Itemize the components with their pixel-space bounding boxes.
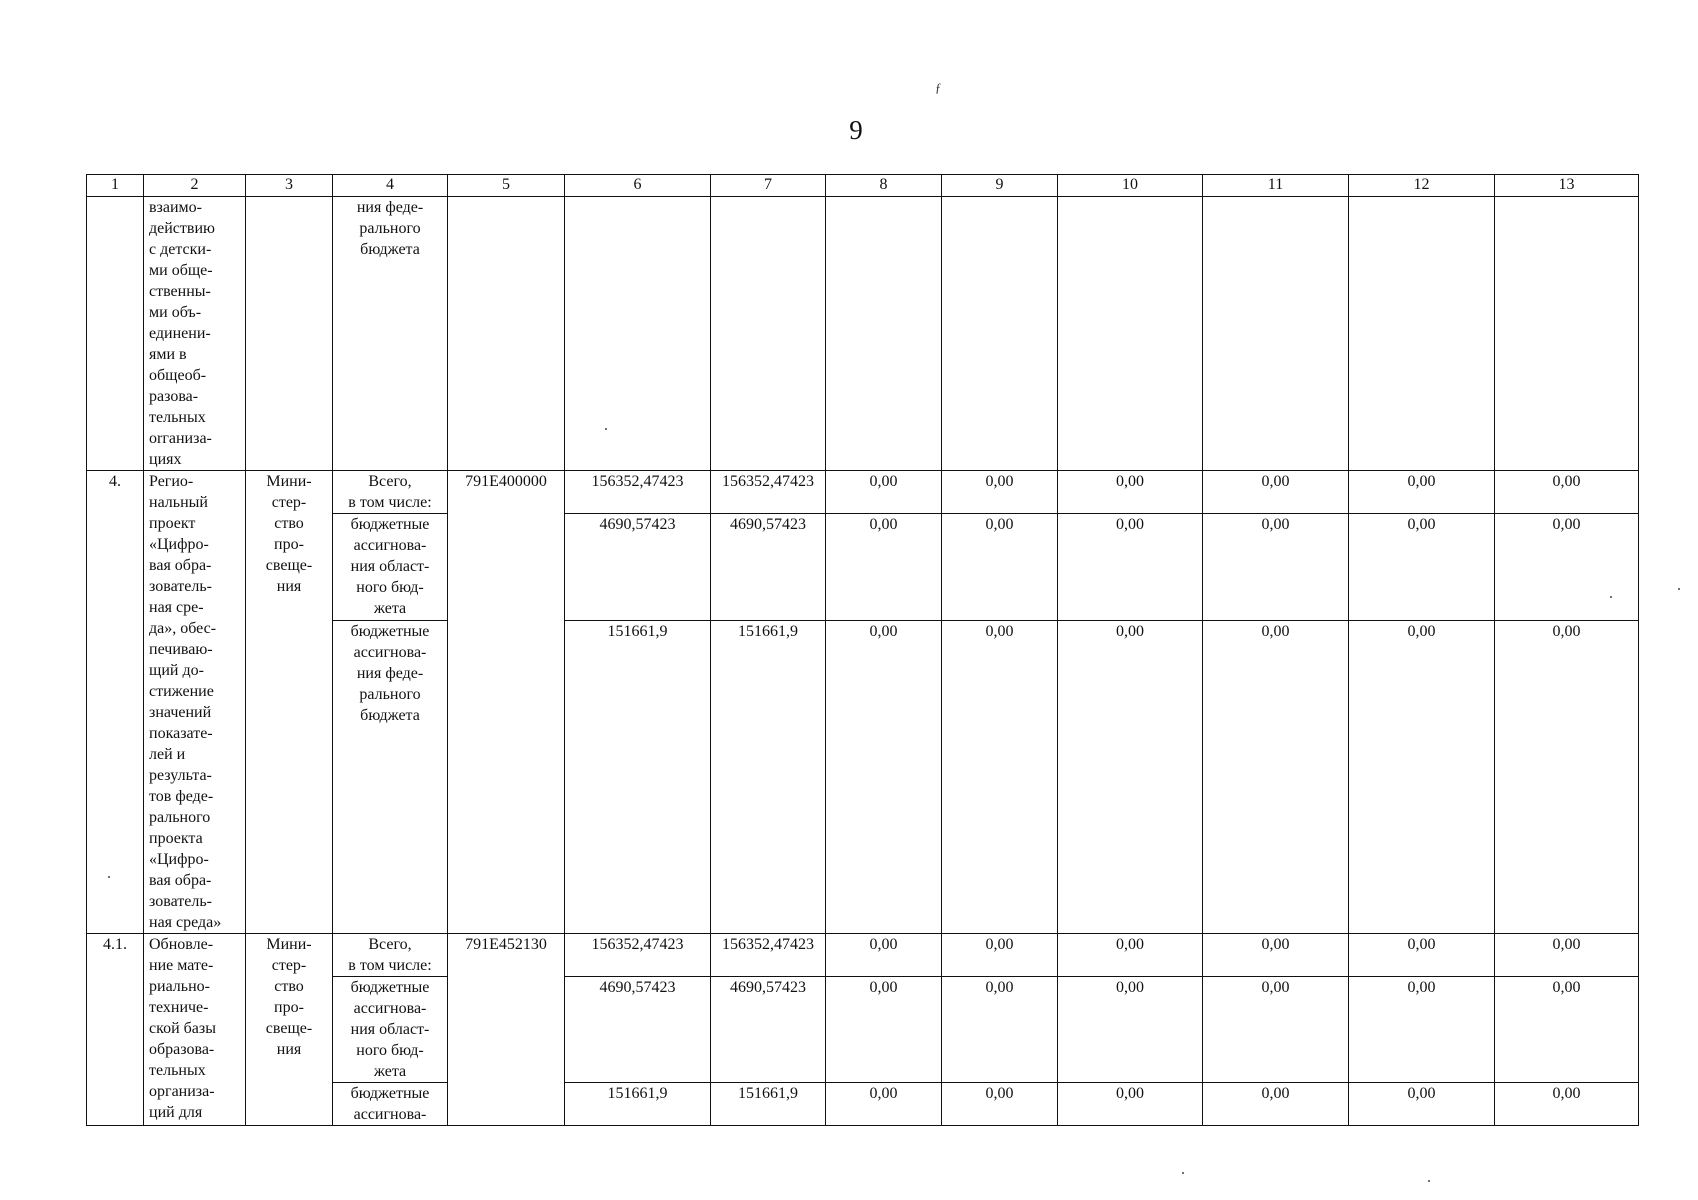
value-cell: 0,00	[1495, 977, 1639, 1083]
column-header: 11	[1203, 175, 1349, 197]
column-header: 2	[144, 175, 246, 197]
value-cell: 151661,9	[711, 1083, 826, 1126]
value-cell: 0,00	[1203, 514, 1349, 621]
value-cell: 0,00	[1058, 934, 1203, 977]
value-cell: 0,00	[942, 514, 1058, 621]
value-cell: 4690,57423	[711, 514, 826, 621]
value-cell: 0,00	[1058, 514, 1203, 621]
funding-source-cell: Всего, в том числе:	[333, 934, 448, 977]
value-cell: 0,00	[1495, 471, 1639, 514]
value-cell: 0,00	[826, 977, 942, 1083]
column-header: 10	[1058, 175, 1203, 197]
budget-code-cell: 791E452130	[448, 934, 565, 1126]
value-cell: 151661,9	[565, 1083, 711, 1126]
handwritten-mark: ƒ	[935, 80, 942, 95]
value-cell: 0,00	[826, 514, 942, 621]
table-row	[87, 471, 1639, 514]
funding-source-cell: бюджетные ассигнова- ния феде- рального бюджета	[333, 620, 448, 933]
value-cell: 156352,47423	[565, 471, 711, 514]
value-cell: 0,00	[1349, 1083, 1495, 1126]
page-number: 9	[849, 115, 863, 145]
funding-source-cell: бюджетные ассигнова-	[333, 1083, 448, 1126]
value-cell: 0,00	[1203, 471, 1349, 514]
value-cell: 0,00	[1349, 977, 1495, 1083]
value-cell: 156352,47423	[565, 934, 711, 977]
column-header: 6	[565, 175, 711, 197]
value-cell: 151661,9	[711, 620, 826, 933]
scan-speck	[1428, 1180, 1430, 1182]
activity-name-cell: взаимо- действию с детски- ми обще- ственны- ми объ- единени- ями в общеоб- разова- тельных orганиза- циях	[144, 197, 246, 471]
column-header: 4	[333, 175, 448, 197]
value-cell: 0,00	[1203, 1083, 1349, 1126]
value-cell: 0,00	[1349, 620, 1495, 933]
row-number-cell: 4.	[87, 471, 144, 934]
value-cell: 0,00	[1058, 620, 1203, 933]
scan-speck	[1678, 588, 1680, 590]
value-cell: 0,00	[1495, 620, 1639, 933]
value-cell: 151661,9	[565, 620, 711, 933]
scan-speck	[1182, 1172, 1184, 1174]
value-cell: 0,00	[1495, 1083, 1639, 1126]
value-cell: 0,00	[942, 1083, 1058, 1126]
activity-name-cell: Обновле- ние мате- риально- техниче- ской базы образова- тельных организа- ций для	[144, 934, 246, 1126]
value-cell: 156352,47423	[711, 934, 826, 977]
value-cell: 0,00	[1058, 471, 1203, 514]
value-cell: 0,00	[1058, 977, 1203, 1083]
header-row	[87, 175, 1639, 197]
value-cell: 0,00	[1349, 514, 1495, 621]
value-cell: 4690,57423	[711, 977, 826, 1083]
column-header: 1	[87, 175, 144, 197]
funding-source-cell: ния феде- рального бюджета	[333, 197, 448, 471]
value-cell: 0,00	[1349, 934, 1495, 977]
budget-table	[86, 174, 1639, 1126]
value-cell: 0,00	[826, 471, 942, 514]
value-cell: 4690,57423	[565, 977, 711, 1083]
value-cell: 0,00	[1349, 471, 1495, 514]
funding-source-cell: бюджетные ассигнова- ния област- ного бюд- жета	[333, 977, 448, 1083]
value-cell: 0,00	[1495, 934, 1639, 977]
column-header: 9	[942, 175, 1058, 197]
executor-cell: Мини- стер- ство про- свеще- ния	[246, 471, 333, 934]
value-cell: 0,00	[942, 934, 1058, 977]
table-row	[87, 197, 1639, 471]
budget-code-cell: 791E400000	[448, 471, 565, 934]
value-cell: 0,00	[826, 620, 942, 933]
value-cell: 0,00	[1058, 1083, 1203, 1126]
value-cell: 0,00	[826, 934, 942, 977]
value-cell: 0,00	[942, 471, 1058, 514]
column-header: 7	[711, 175, 826, 197]
column-header: 5	[448, 175, 565, 197]
column-header: 8	[826, 175, 942, 197]
value-cell: 0,00	[942, 620, 1058, 933]
table-row	[87, 934, 1639, 977]
value-cell: 0,00	[1203, 620, 1349, 933]
column-header: 12	[1349, 175, 1495, 197]
funding-source-cell: Всего, в том числе:	[333, 471, 448, 514]
value-cell: 4690,57423	[565, 514, 711, 621]
activity-name-cell: Регио- нальный проект «Цифро- вая обра- зователь- ная сре- да», обес- печиваю- щий до- стижение значений показате- лей и результа- тов феде- рального проекта «Цифро- вая обра- зователь- ная среда»	[144, 471, 246, 934]
value-cell: 0,00	[1495, 514, 1639, 621]
value-cell: 0,00	[1203, 934, 1349, 977]
column-header: 13	[1495, 175, 1639, 197]
value-cell: 156352,47423	[711, 471, 826, 514]
row-number-cell: 4.1.	[87, 934, 144, 1126]
value-cell: 0,00	[1203, 977, 1349, 1083]
executor-cell: Мини- стер- ство про- свеще- ния	[246, 934, 333, 1126]
column-header: 3	[246, 175, 333, 197]
funding-source-cell: бюджетные ассигнова- ния област- ного бюд- жета	[333, 514, 448, 621]
value-cell: 0,00	[942, 977, 1058, 1083]
value-cell: 0,00	[826, 1083, 942, 1126]
